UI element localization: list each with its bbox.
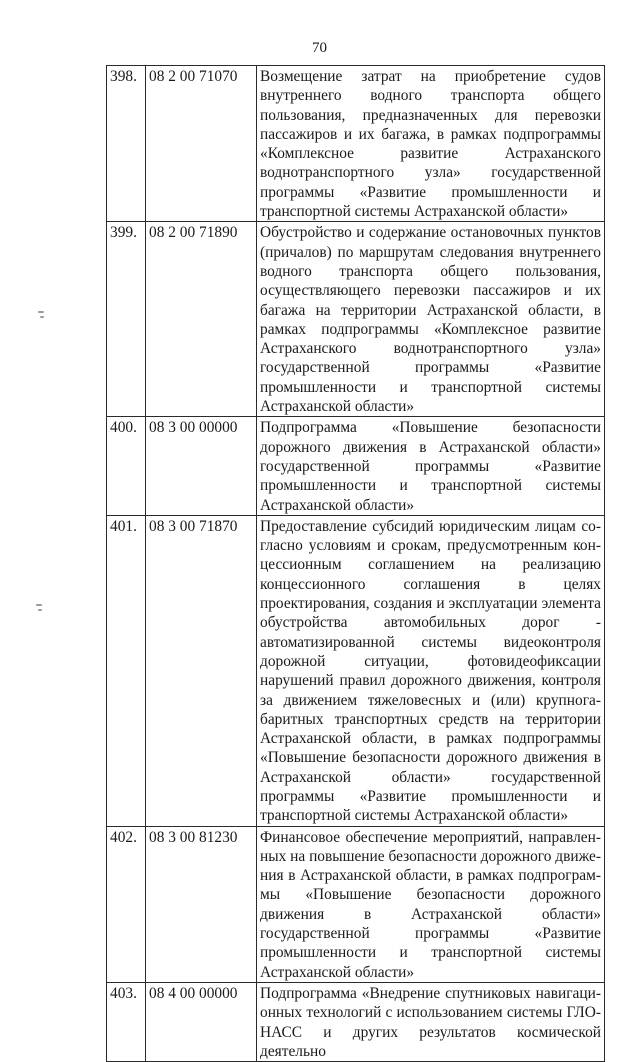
target-code: 08 3 00 71870 [146, 515, 257, 826]
target-code: 08 2 00 71890 [146, 222, 257, 417]
scan-mark [38, 311, 44, 313]
target-code: 08 4 00 00000 [146, 982, 257, 1061]
table-row [107, 417, 605, 515]
target-code: 08 3 00 00000 [146, 417, 257, 515]
row-number: 403. [107, 982, 146, 1061]
table-row [107, 515, 605, 826]
scan-mark [40, 316, 44, 318]
scan-mark [38, 609, 42, 611]
row-number: 399. [107, 222, 146, 417]
row-description: Финансовое обеспечение мероприятий, направленных на повышение безопасности дорожного движения в Астраханской области, в рамках подпрограммы «Повышение безопасности дорожного движения в Астраханской области» государственной программы «Развитие промышленности и транспортной системы Астраханской области» [257, 826, 605, 982]
row-description: Предоставление субсидий юридическим лицам согласно условиям и срокам, предусмотренным концессионным соглашением на реализацию концессионного соглашения в целях проектирования, создания и эксплуатации элемента обустройства автомобильных дорог - автоматизированной системы видеоконтроля дорожной ситуации, фотовидеофиксации нарушений правил дорожного движения, контроля за движением тяжеловесных и (или) крупногабаритных транспортных средств на территории Астраханской области, в рамках подпрограммы «Повышение безопасности дорожного движения в Астраханской области» государственной программы «Развитие промышленности и транспортной системы Астраханской области» [257, 515, 605, 826]
row-number: 400. [107, 417, 146, 515]
table-row [107, 222, 605, 417]
row-description: Возмещение затрат на приобретение судов внутреннего водного транспорта общего пользования, предназначенных для перевозки пассажиров и их багажа, в рамках подпрограммы «Комплексное развитие Астраханского воднотранспортного узла» государственной программы «Развитие промышленности и транспортной системы Астраханской области» [257, 66, 605, 222]
table-row [107, 982, 605, 1061]
row-number: 398. [107, 66, 146, 222]
page-number: 70 [312, 40, 327, 56]
row-description: Обустройство и содержание остановочных пунктов (причалов) по маршрутам следования внутреннего водного транспорта общего пользования, осуществляющего перевозки пассажиров и их багажа на территории Астраханской области, в рамках подпрограммы «Комплексное развитие Астраханского воднотранспортного узла» государственной программы «Развитие промышленности и транспортной системы Астраханской области» [257, 222, 605, 417]
target-code: 08 2 00 71070 [146, 66, 257, 222]
row-number: 401. [107, 515, 146, 826]
table-row [107, 66, 605, 222]
scan-mark [36, 604, 42, 606]
budget-classification-table [106, 65, 605, 1062]
table-row [107, 826, 605, 982]
row-description: Подпрограмма «Повышение безопасности дорожного движения в Астраханской области» государственной программы «Развитие промышленности и транспортной системы Астраханской области» [257, 417, 605, 515]
target-code: 08 3 00 81230 [146, 826, 257, 982]
row-description: Подпрограмма «Внедрение спутниковых навигационных технологий с использованием системы ГЛОНАСС и других результатов космической деятельно [257, 982, 605, 1061]
row-number: 402. [107, 826, 146, 982]
